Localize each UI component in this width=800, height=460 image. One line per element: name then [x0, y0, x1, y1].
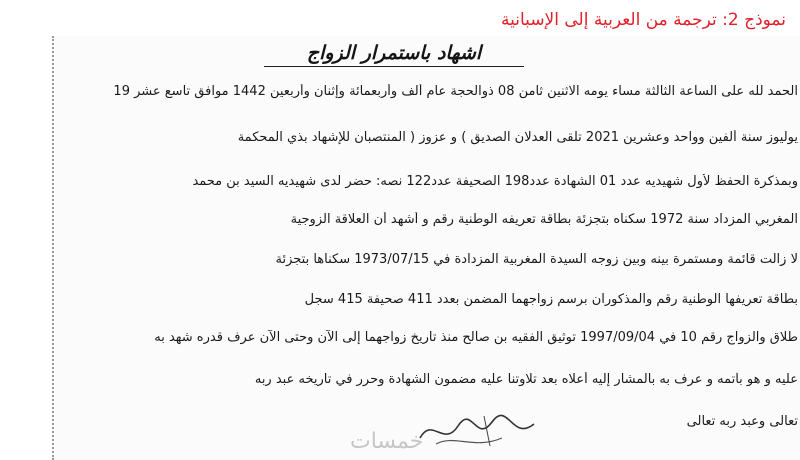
certificate-line: عليه و هو بأتمه و عرف به بالمشار إليه أعلاه بعد تلاوتنا عليه مضمون الشهادة وحرر في تاريخه عبد ربه: [254, 372, 798, 387]
certificate-line: الحمد لله على الساعة الثالثة مساء يومه الاثنين ثامن 08 ذوالحجة عام ألف وأربعمائة وإثنان وأربعين 1442 موافق تاسع عشر 19: [113, 84, 798, 99]
certificate-line: المغربي المزداد سنة 1972 سكناه بتجزئة بطاقة تعريفه الوطنية رقم و أشهد أن العلاقة الزوجية: [290, 212, 798, 227]
certificate-line: يوليوز سنة ألفين وواحد وعشرين 2021 تلقى العدلان الصديق ) و عزوز ( المنتصبان للإشهاد بذي المحكمة: [237, 130, 798, 145]
watermark: خمسات: [350, 429, 424, 454]
scanned-certificate: [52, 36, 800, 460]
sample-caption: نموذج 2: ترجمة من العربية إلى الإسبانية: [501, 10, 786, 30]
certificate-line: لا زالت قائمة ومستمرة بينه وبين زوجه السيدة المغربية المزدادة في 1973/07/15 سكناها بتجزئة: [275, 252, 798, 267]
handwritten-signature: [414, 408, 544, 456]
certificate-line: تعالى وعبد ربه تعالى: [686, 414, 798, 429]
certificate-line: وبمذكرة الحفظ لأول شهيديه عدد 01 الشهادة عدد198 الصحيفة عدد122 نصه: حضر لدى شهيديه السيد بن محمد: [192, 174, 798, 189]
certificate-line: بطاقة تعريفها الوطنية رقم والمذكوران برسم زواجهما المضمن بعدد 411 صحيفة 415 سجل: [304, 292, 798, 307]
certificate-title: اشهاد باستمرار الزواج: [264, 42, 524, 67]
certificate-line: طلاق والزواج رقم 10 في 1997/09/04 توثيق الفقيه بن صالح منذ تاريخ زواجهما إلى الآن وحتى الآن عرف قدره شهد به: [154, 330, 798, 345]
